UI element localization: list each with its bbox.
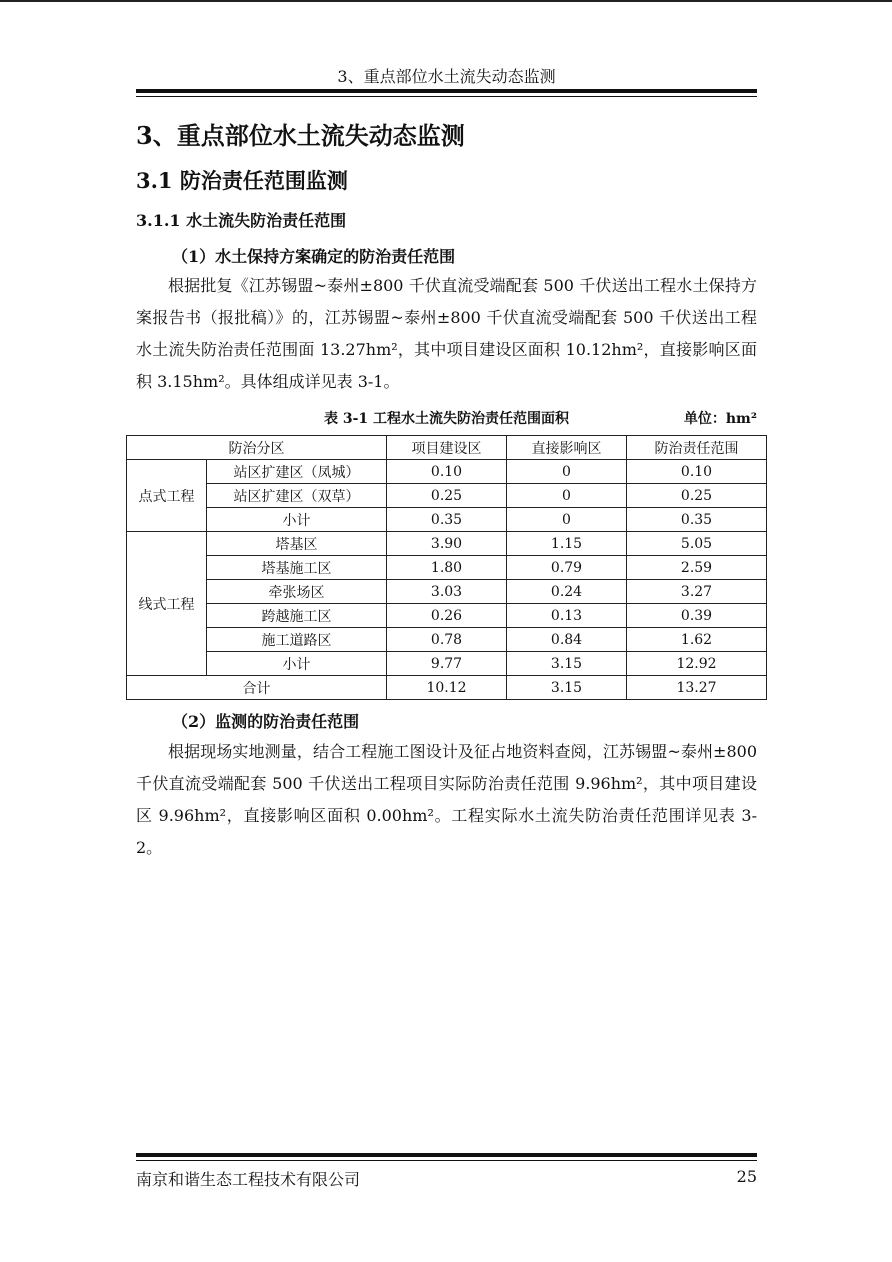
- table-cell: 0.10: [387, 460, 507, 484]
- subsection-heading: 3.1.1 水土流失防治责任范围: [136, 211, 347, 230]
- table-cell: 5.05: [627, 532, 767, 556]
- table-cell: 0.26: [387, 604, 507, 628]
- table-cell: 0.25: [387, 484, 507, 508]
- table-row: [127, 580, 767, 604]
- table-cell: 0.10: [627, 460, 767, 484]
- table-cell: 0: [507, 508, 627, 532]
- table-unit: 单位：hm²: [683, 411, 757, 427]
- table-cell: 1.80: [387, 556, 507, 580]
- table-cell: 0.39: [627, 604, 767, 628]
- table-cell: 0.13: [507, 604, 627, 628]
- table-cell: 0.78: [387, 628, 507, 652]
- paragraph-2: [136, 736, 757, 864]
- table-cell: 0.35: [627, 508, 767, 532]
- header-cell: 直接影响区: [507, 436, 627, 460]
- table-cell: 牵张场区: [207, 580, 387, 604]
- table-cell: 3.03: [387, 580, 507, 604]
- table-row: [127, 604, 767, 628]
- table-cell: 13.27: [627, 676, 767, 700]
- table-row: [127, 556, 767, 580]
- header-rule-thin: [136, 96, 757, 97]
- paragraph-1-text: 根据批复《江苏锡盟~泰州±800 千伏直流受端配套 500 千伏送出工程水土保持方案报告书（报批稿）》的，江苏锡盟~泰州±800 千伏直流受端配套 500 千伏送出工程水土流失防治责任范围面 13.27hm²，其中项目建设区面积 10.12hm²，直接影响区面积 3.15hm²。具体组成详见表 3-1。: [136, 276, 757, 391]
- table-cell: 0.84: [507, 628, 627, 652]
- total-row: [127, 676, 767, 700]
- table-cell: 站区扩建区（双草）: [207, 484, 387, 508]
- table-row: [127, 484, 767, 508]
- table-cell: 12.92: [627, 652, 767, 676]
- table-cell: 3.90: [387, 532, 507, 556]
- table-cell: 站区扩建区（凤城）: [207, 460, 387, 484]
- table-cell: 小计: [207, 652, 387, 676]
- running-header: 3、重点部位水土流失动态监测: [337, 67, 556, 86]
- item-heading-1: （1）水土保持方案确定的防治责任范围: [172, 247, 456, 266]
- table-header-row: [127, 436, 767, 460]
- table-cell: 9.77: [387, 652, 507, 676]
- table-cell: 塔基区: [207, 532, 387, 556]
- paragraph-1: [136, 270, 757, 398]
- header-rule-thick: [136, 89, 757, 93]
- table-cell: 0: [507, 484, 627, 508]
- footer-company: 南京和谐生态工程技术有限公司: [136, 1170, 361, 1189]
- table-cell: 0: [507, 460, 627, 484]
- table-cell: 1.15: [507, 532, 627, 556]
- table-cell: 合计: [127, 676, 387, 700]
- table-cell: 3.15: [507, 676, 627, 700]
- table-cell: 3.27: [627, 580, 767, 604]
- subtotal-row: [127, 508, 767, 532]
- table-cell: 3.15: [507, 652, 627, 676]
- item-heading-2: （2）监测的防治责任范围: [172, 712, 360, 731]
- table-row: [127, 532, 767, 556]
- page-number: 25: [736, 1167, 757, 1186]
- table-cell: 塔基施工区: [207, 556, 387, 580]
- table-caption: 表 3-1 工程水土流失防治责任范围面积: [323, 411, 570, 427]
- table-cell: 施工道路区: [207, 628, 387, 652]
- table-cell: 2.59: [627, 556, 767, 580]
- top-border: [0, 0, 892, 2]
- header-cell: 防治分区: [127, 436, 387, 460]
- page-footer: [136, 1167, 757, 1190]
- table-cell: 1.62: [627, 628, 767, 652]
- table-cell: 10.12: [387, 676, 507, 700]
- table-row: [127, 460, 767, 484]
- responsibility-area-table: [126, 435, 767, 700]
- table-cell: 跨越施工区: [207, 604, 387, 628]
- section-heading: 3.1 防治责任范围监测: [136, 168, 348, 193]
- chapter-heading: 3、重点部位水土流失动态监测: [136, 121, 465, 150]
- header-cell: 项目建设区: [387, 436, 507, 460]
- table-caption-row: [136, 408, 757, 430]
- subtotal-row: [127, 652, 767, 676]
- table-cell: 小计: [207, 508, 387, 532]
- footer-rule-thin: [136, 1160, 757, 1161]
- table-row: [127, 628, 767, 652]
- group-label: 点式工程: [127, 460, 207, 532]
- header-cell: 防治责任范围: [627, 436, 767, 460]
- table-cell: 0.35: [387, 508, 507, 532]
- group-label: 线式工程: [127, 532, 207, 676]
- footer-rule-thick: [136, 1153, 757, 1157]
- paragraph-2-text: 根据现场实地测量，结合工程施工图设计及征占地资料查阅，江苏锡盟~泰州±800 千伏直流受端配套 500 千伏送出工程项目实际防治责任范围 9.96hm²，其中项目建设区 9.96hm²，直接影响区面积 0.00hm²。工程实际水土流失防治责任范围详见表 3-2。: [136, 742, 757, 857]
- table-cell: 0.79: [507, 556, 627, 580]
- table-cell: 0.25: [627, 484, 767, 508]
- table-cell: 0.24: [507, 580, 627, 604]
